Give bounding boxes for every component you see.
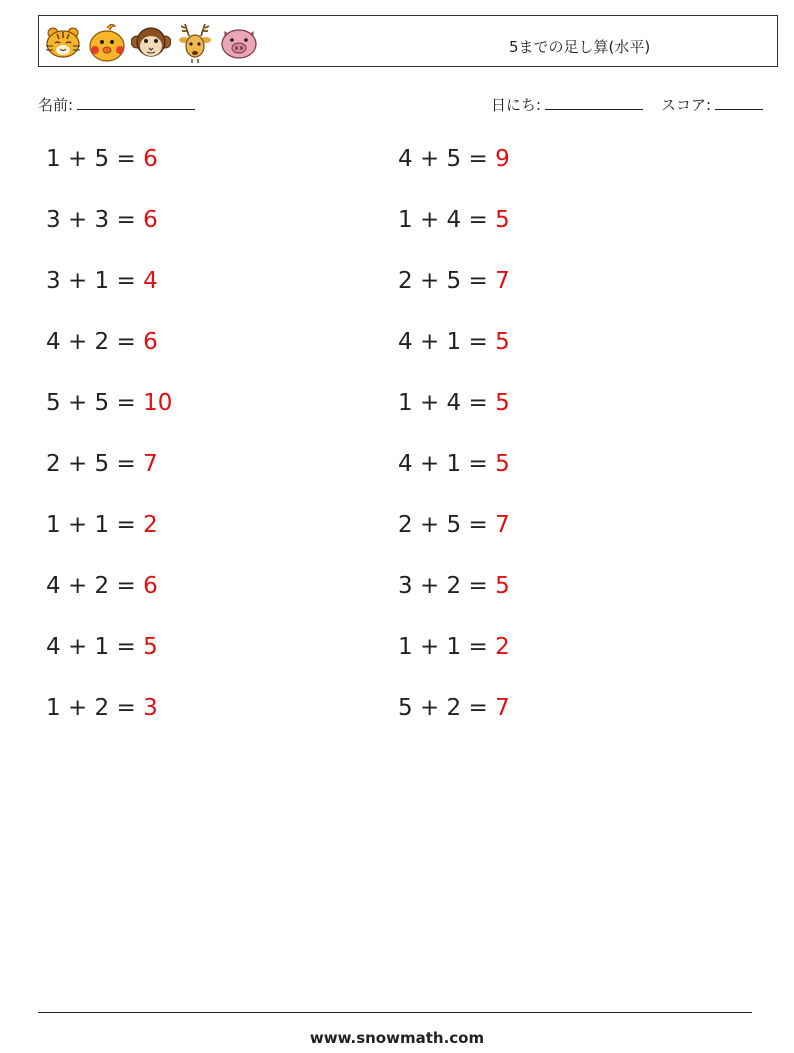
worksheet-title: 5までの足し算(水平) — [509, 38, 651, 56]
date-field — [491, 94, 643, 115]
problem-question: 4 + 1 = — [46, 634, 144, 660]
problem-right-5 — [398, 390, 510, 416]
problem-right-9 — [398, 634, 510, 660]
score-label: スコア: — [661, 96, 712, 114]
problem-question: 5 + 2 = — [398, 695, 496, 721]
name-blank[interactable] — [77, 95, 195, 110]
problem-question: 3 + 2 = — [398, 573, 496, 599]
problem-left-9 — [46, 634, 158, 660]
footer-site: www.snowmath.com — [309, 1029, 485, 1047]
problem-question: 4 + 2 = — [46, 329, 144, 355]
problem-question: 4 + 2 = — [46, 573, 144, 599]
problem-answer: 7 — [495, 695, 510, 721]
problem-question: 1 + 4 = — [398, 207, 496, 233]
problem-answer: 5 — [495, 451, 510, 477]
date-label: 日にち: — [491, 96, 542, 114]
problem-left-6 — [46, 451, 158, 477]
worksheet-header — [38, 15, 778, 67]
problem-answer: 9 — [495, 146, 510, 172]
problem-answer: 4 — [143, 268, 158, 294]
animal-icons — [43, 20, 259, 64]
problem-right-7 — [398, 512, 510, 538]
problem-answer: 5 — [495, 390, 510, 416]
tiger-icon — [43, 20, 83, 64]
deer-icon — [175, 20, 215, 64]
problem-answer: 7 — [495, 512, 510, 538]
problem-left-2 — [46, 207, 158, 233]
chick-icon — [87, 20, 127, 64]
problem-answer: 5 — [495, 329, 510, 355]
problem-question: 4 + 5 = — [398, 146, 496, 172]
problem-left-5 — [46, 390, 172, 416]
problem-answer: 6 — [143, 573, 158, 599]
problem-right-6 — [398, 451, 510, 477]
footer-divider — [38, 1012, 752, 1013]
problem-question: 3 + 3 = — [46, 207, 144, 233]
problem-question: 1 + 5 = — [46, 146, 144, 172]
problem-question: 2 + 5 = — [46, 451, 144, 477]
pig-icon — [219, 20, 259, 64]
problem-question: 2 + 5 = — [398, 268, 496, 294]
problem-answer: 6 — [143, 207, 158, 233]
problem-right-4 — [398, 329, 510, 355]
problem-answer: 5 — [495, 207, 510, 233]
problem-answer: 3 — [143, 695, 158, 721]
problem-answer: 10 — [143, 390, 173, 416]
problem-right-8 — [398, 573, 510, 599]
problem-question: 1 + 2 = — [46, 695, 144, 721]
problem-left-7 — [46, 512, 158, 538]
problem-answer: 2 — [143, 512, 158, 538]
problem-answer: 5 — [143, 634, 158, 660]
problem-answer: 7 — [143, 451, 158, 477]
problem-question: 5 + 5 = — [46, 390, 144, 416]
name-field — [38, 94, 195, 115]
problem-question: 4 + 1 = — [398, 329, 496, 355]
problem-right-2 — [398, 207, 510, 233]
problem-right-10 — [398, 695, 510, 721]
monkey-icon — [131, 20, 171, 64]
date-blank[interactable] — [545, 95, 643, 110]
problem-left-4 — [46, 329, 158, 355]
name-label: 名前: — [38, 96, 74, 114]
problem-left-1 — [46, 146, 158, 172]
problem-question: 4 + 1 = — [398, 451, 496, 477]
problem-answer: 2 — [495, 634, 510, 660]
problem-answer: 5 — [495, 573, 510, 599]
problem-question: 2 + 5 = — [398, 512, 496, 538]
problem-right-1 — [398, 146, 510, 172]
problem-left-10 — [46, 695, 158, 721]
problem-answer: 6 — [143, 329, 158, 355]
problem-right-3 — [398, 268, 510, 294]
problem-left-3 — [46, 268, 158, 294]
problem-question: 1 + 1 = — [398, 634, 496, 660]
problem-question: 1 + 4 = — [398, 390, 496, 416]
score-field — [661, 94, 763, 115]
problem-question: 1 + 1 = — [46, 512, 144, 538]
problem-left-8 — [46, 573, 158, 599]
score-blank[interactable] — [715, 95, 763, 110]
problem-question: 3 + 1 = — [46, 268, 144, 294]
problem-answer: 6 — [143, 146, 158, 172]
problem-answer: 7 — [495, 268, 510, 294]
